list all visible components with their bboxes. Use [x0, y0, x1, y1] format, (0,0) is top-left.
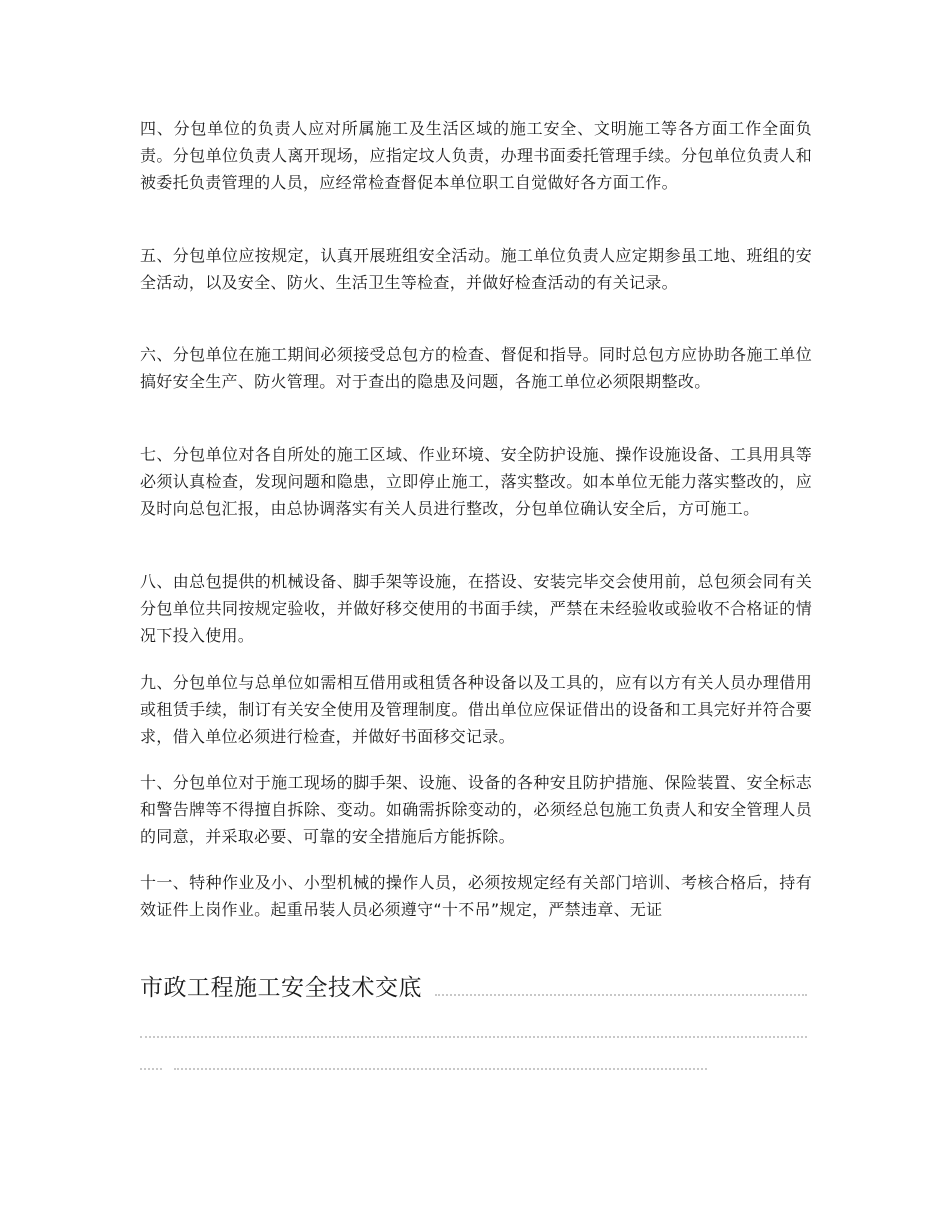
paragraph-10: 十、分包单位对于施工现场的脚手架、设施、设备的各种安且防护措施、保险装置、安全标志和警告牌等不得擅自拆除、变动。如确需拆除变动的，必须经总包施工负责人和安全管理人员的同意，并采取必要、可靠的安全措施后方能拆除。 [140, 773, 812, 846]
dotted-line-2a [140, 1068, 162, 1070]
section-heading: 市政工程施工安全技术交底 [140, 975, 422, 1001]
heading-dotted-leader [435, 994, 807, 996]
paragraph-9: 九、分包单位与总单位如需相互借用或租赁各种设备以及工具的，应有以方有关人员办理借用或租赁手续，制订有关安全使用及管理制度。借出单位应保证借出的设备和工具完好并符合要求，借入单位必须进行检查，并做好书面移交记录。 [140, 673, 812, 746]
paragraph-8: 八、由总包提供的机械设备、脚手架等设施，在搭设、安装完毕交会使用前，总包须会同有关分包单位共同按规定验收，并做好移交使用的书面手续，严禁在未经验收或验收不合格证的情况下投入使用。 [140, 572, 812, 645]
paragraph-4: 四、分包单位的负责人应对所属施工及生活区域的施工安全、文明施工等各方面工作全面负责。分包单位负责人离开现场，应指定坟人负责，办理书面委托管理手续。分包单位负责人和被委托负责管理的人员，应经常检查督促本单位职工自觉做好各方面工作。 [140, 119, 812, 192]
paragraph-11: 十一、特种作业及小、小型机械的操作人员，必须按规定经有关部门培训、考核合格后，持有效证件上岗作业。起重吊装人员必须遵守“十不吊”规定，严禁违章、无证 [140, 873, 812, 919]
paragraph-7: 七、分包单位对各自所处的施工区域、作业环境、安全防护设施、操作设施设备、工具用具等必须认真检查，发现问题和隐患，立即停止施工，落实整改。如本单位无能力落实整改的，应及时向总包汇报，由总协调落实有关人员进行整改，分包单位确认安全后，方可施工。 [140, 445, 812, 518]
dotted-line-1 [140, 1036, 807, 1038]
dotted-line-2b [174, 1068, 707, 1070]
paragraph-5: 五、分包单位应按规定，认真开展班组安全活动。施工单位负责人应定期参虽工地、班组的安全活动，以及安全、防火、生活卫生等检查，并做好检查活动的有关记录。 [140, 246, 812, 292]
paragraph-6: 六、分包单位在施工期间必须接受总包方的检查、督促和指导。同时总包方应协助各施工单位搞好安全生产、防火管理。对于查出的隐患及问题，各施工单位必须限期整改。 [140, 345, 812, 391]
